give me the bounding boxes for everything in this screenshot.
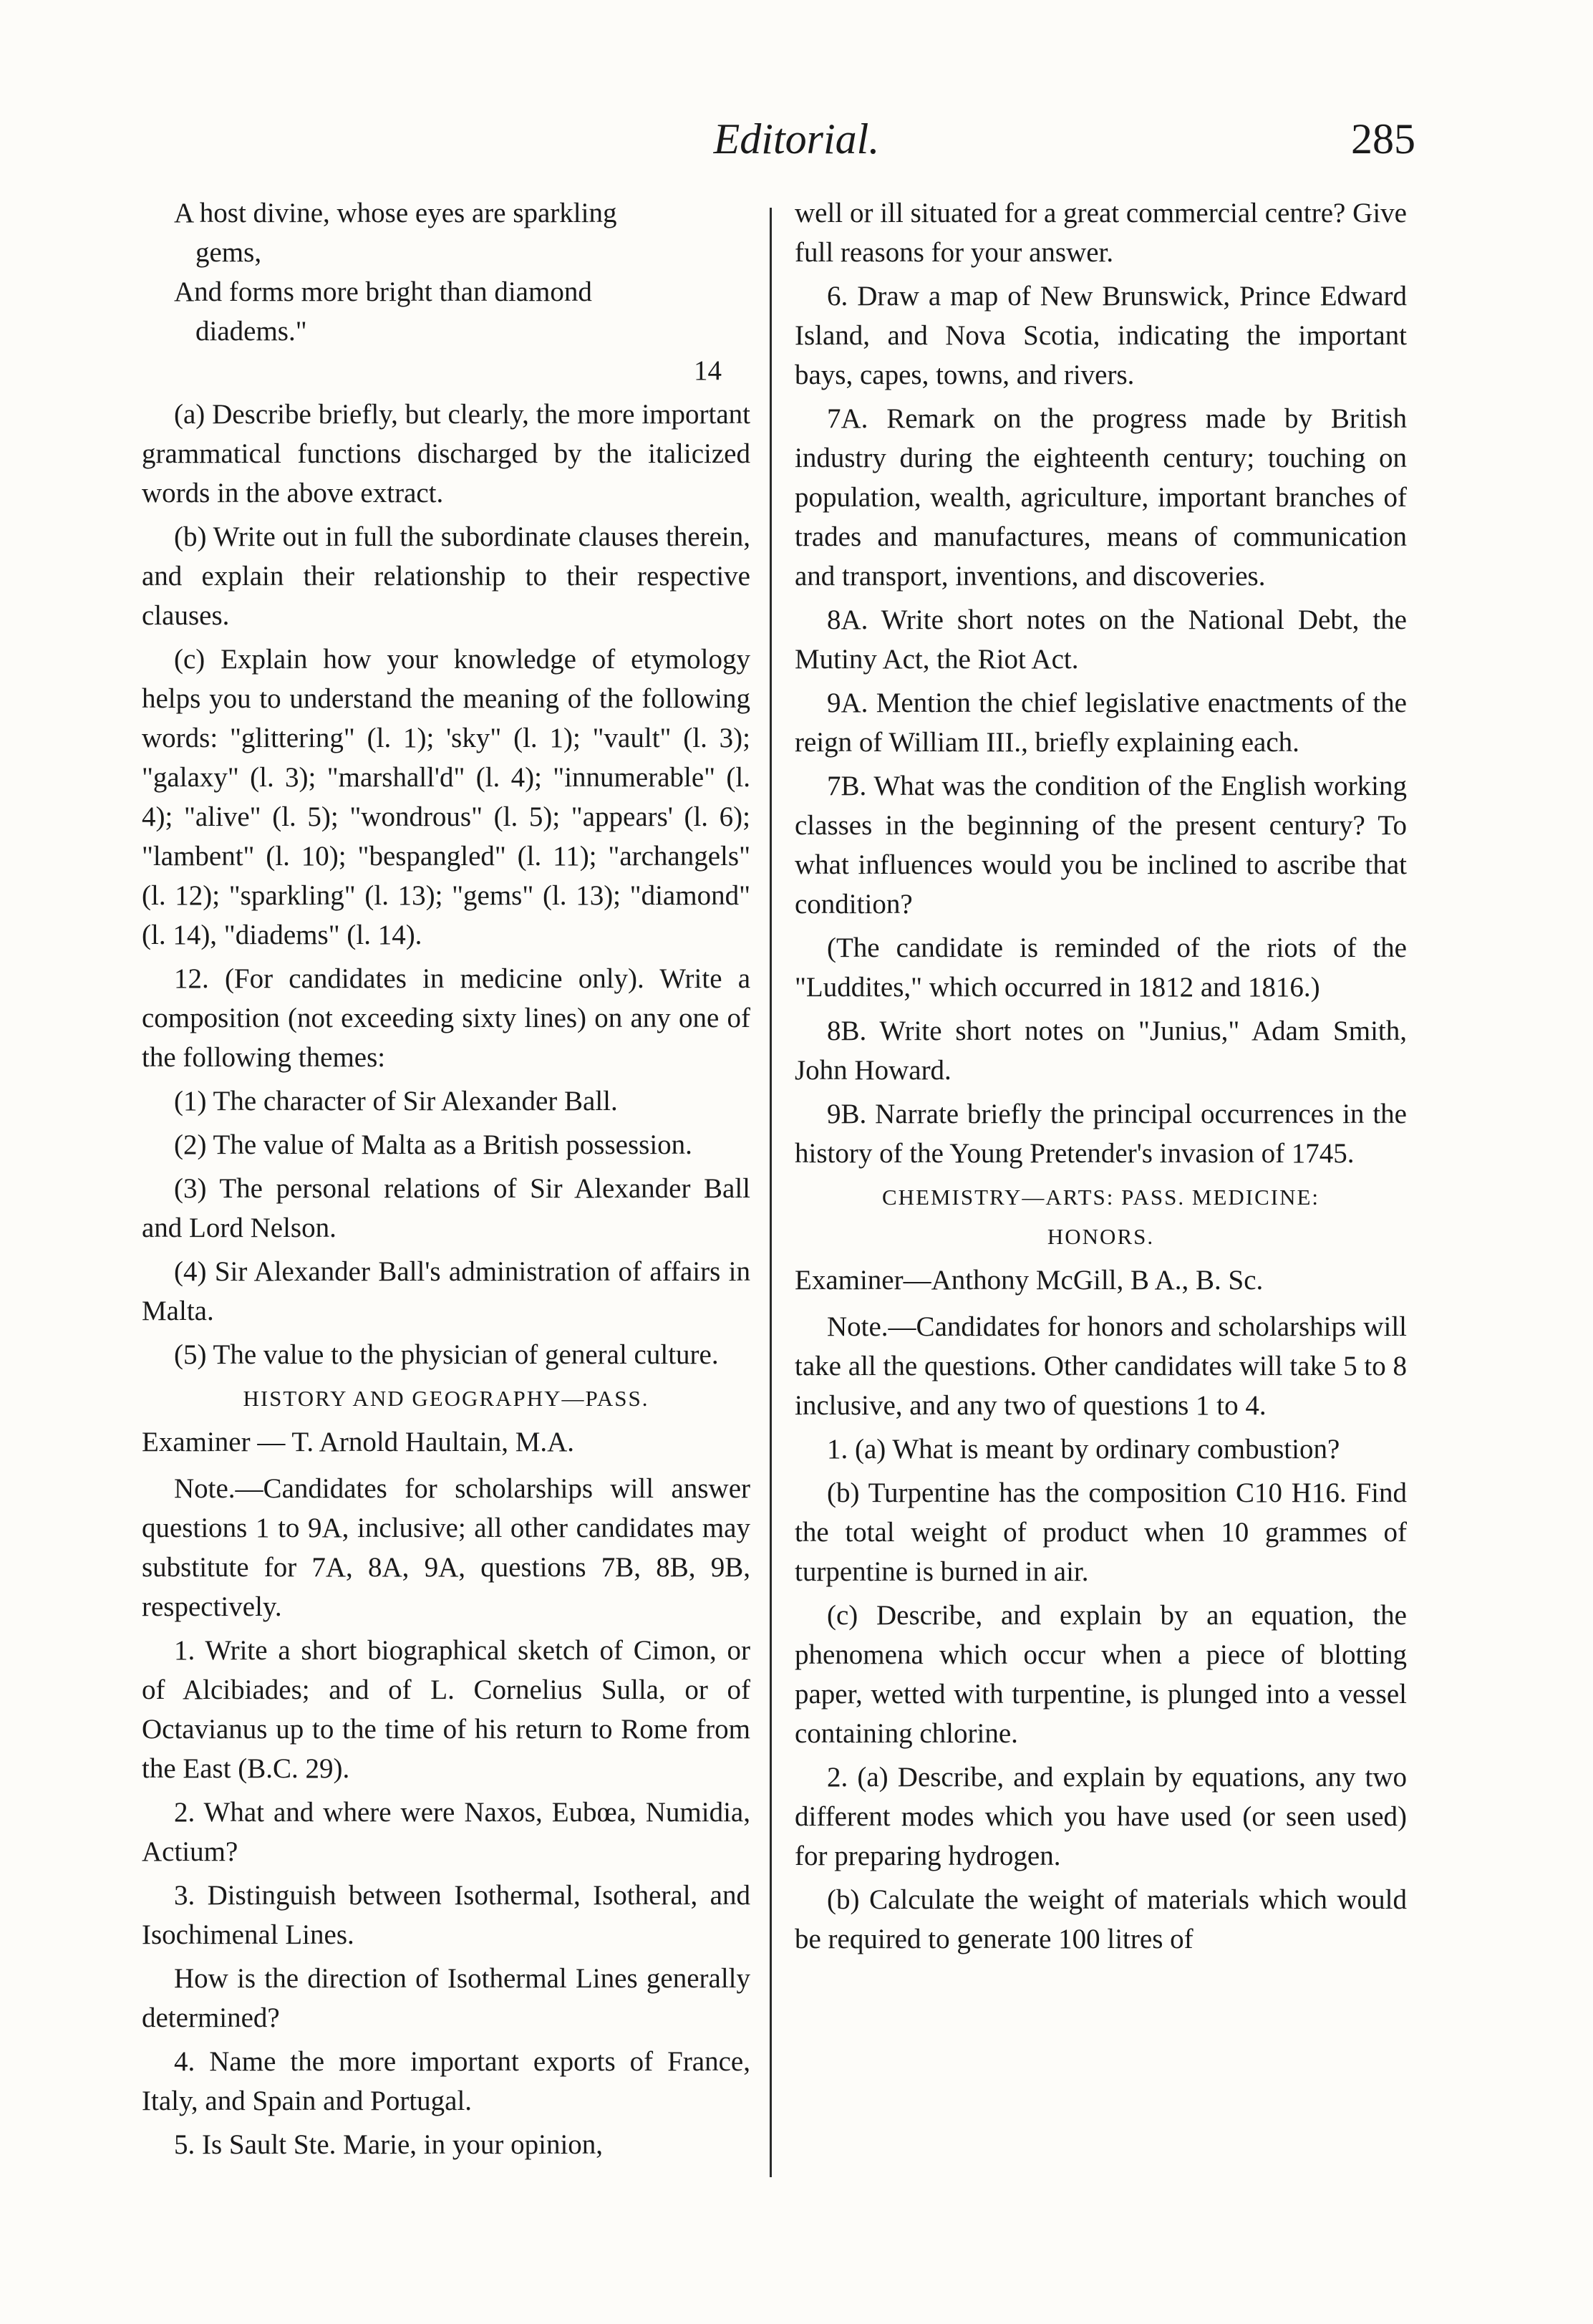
exam-question: 4. Name the more important exports of France, Italy, and Spain and Portugal. bbox=[142, 2046, 750, 2116]
exam-question: 1. Write a short biographical sketch of Cimon, or of Alcibiades; and of L. Cornelius Sulla, or of Octavianus up to the time of his return to Rome from the East (B.C. 29). bbox=[142, 1635, 750, 1784]
question-paragraph: (b) Write out in full the subordinate clauses therein, and explain their relationship to their respective clauses. bbox=[142, 521, 750, 631]
theme-item: (1) The character of Sir Alexander Ball. bbox=[174, 1086, 618, 1117]
theme-item: (5) The value to the physician of general culture. bbox=[174, 1339, 719, 1370]
exam-note: Note.—Candidates for honors and scholarships will take all the questions. Other candidates will take 5 to 8 inclusive, and any two of questions 1 to 4. bbox=[795, 1311, 1407, 1421]
right-column bbox=[795, 193, 1407, 1963]
exam-question: 9B. Narrate briefly the principal occurrences in the history of the Young Pretender's invasion of 1745. bbox=[795, 1099, 1407, 1169]
exam-question: 2. (a) Describe, and explain by equations, any two different modes which you have used (or seen used) for preparing hydrogen. bbox=[795, 1762, 1407, 1871]
running-head bbox=[0, 115, 1593, 172]
theme-item: (3) The personal relations of Sir Alexander Ball and Lord Nelson. bbox=[142, 1173, 750, 1243]
exam-question: 5. Is Sault Ste. Marie, in your opinion, bbox=[174, 2129, 604, 2160]
poem-line: gems, bbox=[195, 237, 262, 268]
running-title: Editorial. bbox=[713, 115, 880, 163]
poem-extract bbox=[142, 193, 750, 390]
exam-question: (b) Turpentine has the composition C10 H16. Find the total weight of product when 10 grammes of turpentine is burned in air. bbox=[795, 1477, 1407, 1587]
exam-question: 7B. What was the condition of the English working classes in the beginning of the present century? To what influences would you be inclined to ascribe that condition? bbox=[795, 771, 1407, 920]
examiner-line: Examiner—Anthony McGill, B A., B. Sc. bbox=[795, 1265, 1264, 1296]
theme-item: (4) Sir Alexander Ball's administration of affairs in Malta. bbox=[142, 1256, 750, 1326]
exam-question: 8B. Write short notes on "Junius," Adam Smith, John Howard. bbox=[795, 1016, 1407, 1086]
section-heading-history: HISTORY AND GEOGRAPHY—PASS. bbox=[243, 1386, 649, 1411]
exam-question: 2. What and where were Naxos, Eubœa, Numidia, Actium? bbox=[142, 1797, 750, 1867]
section-heading-chemistry: CHEMISTRY—ARTS: PASS. MEDICINE: bbox=[881, 1185, 1320, 1210]
column-rule bbox=[770, 208, 772, 2177]
exam-question: (The candidate is reminded of the riots of the "Luddites," which occurred in 1812 and 1816.) bbox=[795, 932, 1407, 1003]
page-number: 285 bbox=[1351, 115, 1415, 163]
left-column bbox=[142, 193, 750, 2169]
exam-question: 1. (a) What is meant by ordinary combustion? bbox=[827, 1434, 1340, 1465]
question-paragraph: (a) Describe briefly, but clearly, the more important grammatical functions discharged by the italicized words in the above extract. bbox=[142, 399, 750, 508]
poem-line: And forms more bright than diamond bbox=[174, 276, 592, 307]
question-paragraph: (c) Explain how your knowledge of etymology helps you to understand the meaning of the following words: "glittering" (l. 1); 'sky" (l. 1); "vault" (l. 3); "galaxy" (l. 3); "marshall'd" (l. 4); "innumerable" (l. 4); "alive" (l. 5); "wondrous" (l. 5); "appears' (l. 6); "lambent" (l. 10); "bespangled" (l. 11); "archangels" (l. 12); "sparkling" (l. 13); "gems" (l. 13); "diamond" (l. 14), "diadems" (l. 14). bbox=[142, 644, 750, 950]
theme-item: (2) The value of Malta as a British possession. bbox=[174, 1129, 692, 1160]
poem-line: A host divine, whose eyes are sparkling bbox=[174, 198, 617, 228]
exam-question: How is the direction of Isothermal Lines generally determined? bbox=[142, 1963, 750, 2033]
exam-question: 6. Draw a map of New Brunswick, Prince Edward Island, and Nova Scotia, indicating the important bays, capes, towns, and rivers. bbox=[795, 281, 1407, 390]
exam-question: 8A. Write short notes on the National Debt, the Mutiny Act, the Riot Act. bbox=[795, 604, 1407, 675]
exam-question: 3. Distinguish between Isothermal, Isotheral, and Isochimenal Lines. bbox=[142, 1880, 750, 1950]
poem-line-number: 14 bbox=[694, 355, 722, 386]
exam-question: 9A. Mention the chief legislative enactments of the reign of William III., briefly explaining each. bbox=[795, 688, 1407, 758]
poem-line: diadems." bbox=[195, 316, 307, 347]
section-heading-chemistry-sub: HONORS. bbox=[1047, 1224, 1155, 1249]
exam-note: Note.—Candidates for scholarships will answer questions 1 to 9A, inclusive; all other candidates may substitute for 7A, 8A, 9A, questions 7B, 8B, 9B, respectively. bbox=[142, 1473, 750, 1622]
question-continuation: well or ill situated for a great commercial centre? Give full reasons for your answer. bbox=[795, 198, 1407, 268]
exam-question: (b) Calculate the weight of materials which would be required to generate 100 litres of bbox=[795, 1884, 1407, 1954]
exam-question: 7A. Remark on the progress made by British industry during the eighteenth century; touching on population, wealth, agriculture, important branches of trades and manufactures, means of communication and transport, inventions, and discoveries. bbox=[795, 403, 1407, 592]
exam-question: (c) Describe, and explain by an equation, the phenomena which occur when a piece of blotting paper, wetted with turpentine, is plunged into a vessel containing chlorine. bbox=[795, 1600, 1407, 1749]
question-paragraph: 12. (For candidates in medicine only). Write a composition (not exceeding sixty lines) on any one of the following themes: bbox=[142, 963, 750, 1073]
examiner-line: Examiner — T. Arnold Haultain, M.A. bbox=[142, 1427, 575, 1457]
